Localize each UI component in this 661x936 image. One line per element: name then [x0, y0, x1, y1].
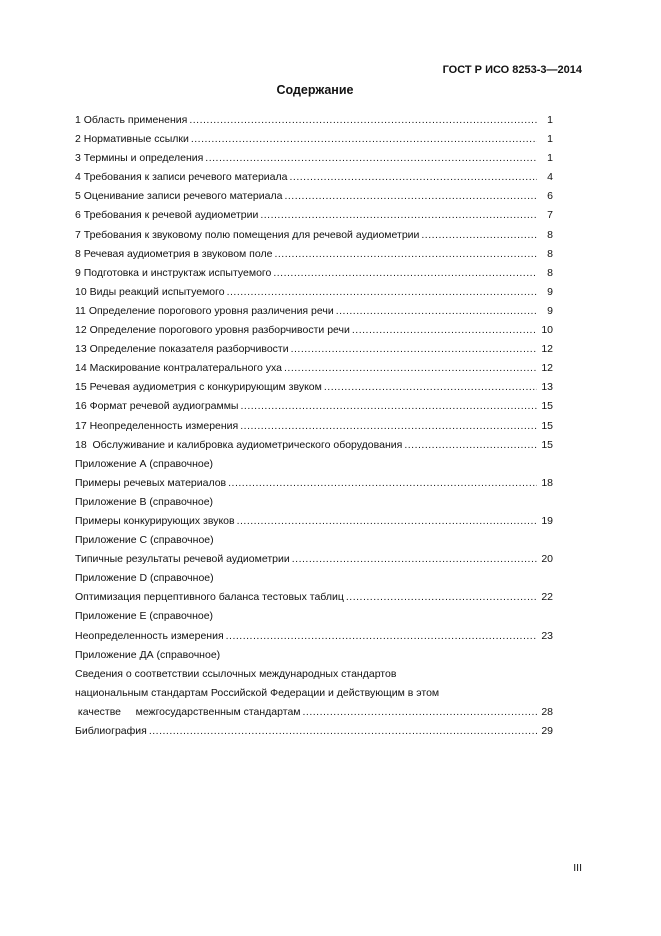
toc-entry-title: Приложение ДА (справочное) [75, 648, 221, 661]
toc-entry-title: Приложение С (справочное) [75, 534, 214, 547]
toc-entry[interactable] [75, 321, 553, 340]
toc-entry[interactable] [75, 512, 553, 531]
toc-entry-page: 8 [547, 228, 553, 241]
toc-entry[interactable] [75, 436, 553, 455]
toc-entry[interactable] [75, 111, 553, 130]
toc-entry-page: 15 [541, 400, 553, 413]
toc-entry[interactable] [75, 703, 553, 722]
toc-leader-dots [352, 321, 537, 340]
toc-entry-title: 16 Формат речевой аудиограммы [75, 400, 239, 413]
toc-entry-title: Библиография [75, 725, 147, 737]
toc-leader-dots [149, 722, 537, 741]
toc-leader-dots [191, 130, 537, 149]
table-of-contents [75, 111, 553, 741]
toc-entry[interactable] [75, 684, 553, 703]
toc-entry-page: 1 [547, 152, 553, 165]
toc-entry-title: качестве межгосударственным стандартам [75, 705, 301, 718]
toc-entry-title: Оптимизация перцептивного баланса тестовых таблиц [75, 591, 344, 604]
toc-entry-page: 29 [541, 725, 553, 737]
toc-entry-title: 17 Неопределенность измерения [75, 419, 239, 432]
toc-entry[interactable] [75, 569, 553, 588]
toc-entry-page: 18 [541, 476, 553, 489]
toc-entry-title: 14 Маскирование контралатерального уха [75, 362, 283, 375]
toc-entry-title: Типичные результаты речевой аудиометрии [75, 553, 290, 566]
toc-entry-title: Сведения о соответствии ссылочных международных стандартов [75, 667, 397, 680]
toc-entry-page: 20 [541, 553, 553, 566]
toc-leader-dots [324, 378, 537, 397]
toc-entry-title: Приложение А (справочное) [75, 457, 214, 470]
toc-entry[interactable] [75, 359, 553, 378]
toc-entry[interactable] [75, 646, 553, 665]
toc-entry-page: 28 [541, 705, 553, 718]
toc-entry[interactable] [75, 397, 553, 416]
toc-entry[interactable] [75, 417, 553, 436]
toc-entry-page: 7 [547, 209, 553, 222]
toc-entry-page: 10 [541, 324, 553, 337]
toc-entry-page: 4 [547, 171, 553, 184]
toc-entry-page: 13 [541, 381, 553, 394]
toc-entry-page: 15 [541, 438, 553, 451]
toc-leader-dots [237, 512, 537, 531]
toc-entry-page: 8 [547, 247, 553, 260]
toc-entry-page: 9 [547, 285, 553, 298]
toc-entry-page: 22 [541, 591, 553, 604]
toc-entry-title: 9 Подготовка и инструктаж испытуемого [75, 266, 272, 279]
toc-entry[interactable] [75, 455, 553, 474]
toc-entry-title: 6 Требования к речевой аудиометрии [75, 209, 259, 222]
toc-entry[interactable] [75, 607, 553, 626]
toc-entry-page: 23 [541, 629, 553, 642]
toc-entry-page: 12 [541, 343, 553, 356]
toc-entry-page: 6 [547, 190, 553, 203]
toc-entry-title: Неопределенность измерения [75, 629, 224, 642]
toc-entry[interactable] [75, 378, 553, 397]
toc-entry-title: 12 Определение порогового уровня разборчивости речи [75, 324, 350, 337]
toc-leader-dots [240, 417, 537, 436]
toc-entry[interactable] [75, 474, 553, 493]
toc-entry-title: 7 Требования к звуковому полю помещения для речевой аудиометрии [75, 228, 420, 241]
toc-entry[interactable] [75, 722, 553, 741]
toc-entry[interactable] [75, 302, 553, 321]
toc-leader-dots [284, 359, 537, 378]
toc-entry-page: 19 [541, 514, 553, 527]
toc-entry[interactable] [75, 550, 553, 569]
toc-leader-dots [284, 187, 537, 206]
toc-entry[interactable] [75, 206, 553, 225]
toc-leader-dots [273, 264, 537, 283]
toc-leader-dots [240, 397, 537, 416]
toc-entry-page: 8 [547, 266, 553, 279]
toc-entry[interactable] [75, 149, 553, 168]
toc-entry-title: Приложение В (справочное) [75, 495, 214, 508]
toc-leader-dots [274, 245, 537, 264]
toc-leader-dots [346, 588, 537, 607]
toc-leader-dots [291, 340, 537, 359]
toc-entry[interactable] [75, 627, 553, 646]
toc-entry[interactable] [75, 531, 553, 550]
toc-entry[interactable] [75, 493, 553, 512]
toc-entry[interactable] [75, 245, 553, 264]
toc-leader-dots [228, 474, 537, 493]
toc-entry-page: 1 [547, 114, 553, 126]
toc-entry-title: 13 Определение показателя разборчивости [75, 343, 289, 356]
toc-leader-dots [292, 550, 537, 569]
toc-entry-title: Примеры конкурирующих звуков [75, 514, 235, 527]
toc-entry-title: национальным стандартам Российской Федерации и действующим в этом [75, 686, 440, 699]
toc-entry-title: 8 Речевая аудиометрия в звуковом поле [75, 247, 273, 260]
toc-entry-page: 12 [541, 362, 553, 375]
toc-entry[interactable] [75, 168, 553, 187]
toc-entry[interactable] [75, 264, 553, 283]
toc-entry-title: 18 Обслуживание и калибровка аудиометрического оборудования [75, 438, 403, 451]
toc-entry[interactable] [75, 588, 553, 607]
toc-leader-dots [404, 436, 537, 455]
toc-entry-page: 9 [547, 304, 553, 317]
page-number: III [573, 862, 582, 874]
toc-entry[interactable] [75, 283, 553, 302]
toc-entry[interactable] [75, 130, 553, 149]
toc-entry-title: 5 Оценивание записи речевого материала [75, 190, 283, 203]
toc-leader-dots [226, 627, 537, 646]
toc-leader-dots [336, 302, 537, 321]
page-title: Содержание [276, 83, 354, 97]
toc-entry-title: 1 Область применения [75, 114, 188, 126]
toc-entry-title: 11 Определение порогового уровня различения речи [75, 304, 334, 317]
toc-entry-title: 15 Речевая аудиометрия с конкурирующим звуком [75, 381, 322, 394]
toc-entry[interactable] [75, 665, 553, 684]
toc-leader-dots [421, 226, 537, 245]
toc-entry[interactable] [75, 226, 553, 245]
toc-leader-dots [227, 283, 537, 302]
toc-entry-title: 3 Термины и определения [75, 152, 204, 165]
toc-leader-dots [189, 111, 537, 130]
toc-entry-title: Приложение Е (справочное) [75, 610, 214, 623]
toc-entry-title: 10 Виды реакций испытуемого [75, 285, 225, 298]
toc-entry-title: Приложение D (справочное) [75, 572, 214, 585]
toc-entry[interactable] [75, 187, 553, 206]
toc-entry-title: 2 Нормативные ссылки [75, 133, 189, 146]
toc-entry[interactable] [75, 340, 553, 359]
toc-leader-dots [289, 168, 537, 187]
toc-entry-page: 1 [547, 133, 553, 146]
toc-leader-dots [205, 149, 537, 168]
toc-leader-dots [260, 206, 537, 225]
document-code: ГОСТ Р ИСО 8253-3—2014 [442, 64, 582, 76]
toc-entry-title: Примеры речевых материалов [75, 476, 227, 489]
toc-entry-page: 15 [541, 419, 553, 432]
toc-entry-title: 4 Требования к записи речевого материала [75, 171, 288, 184]
toc-leader-dots [303, 703, 537, 722]
